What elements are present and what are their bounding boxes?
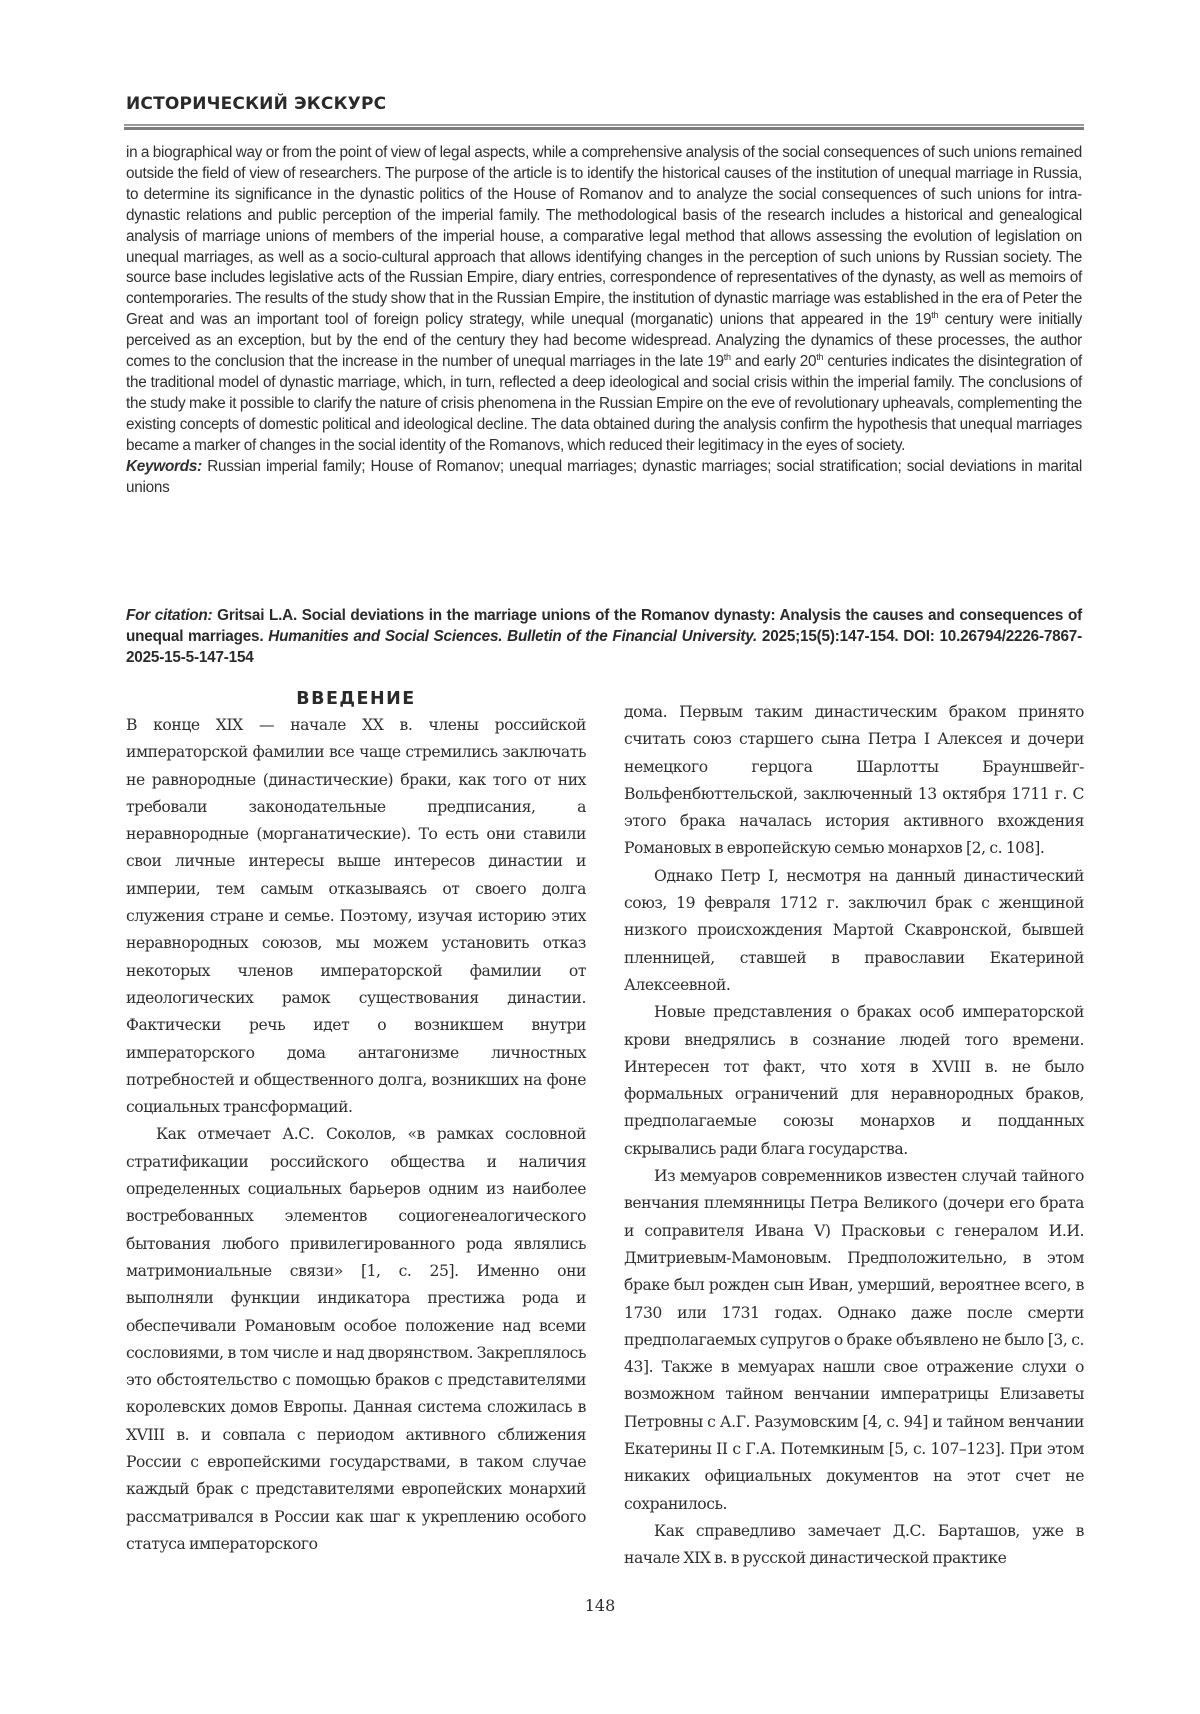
body-paragraph: Как справедливо замечает Д.С. Барташов, уже в начале XIX в. в русской династической практике: [624, 1521, 1084, 1568]
body-paragraph: Однако Петр I, несмотря на данный династический союз, 19 февраля 1712 г. заключил брак с женщиной низкого происхождения Мартой Скавронской, бывшей пленницей, ставшей в православии Екатериной Алексеевной.: [624, 866, 1084, 994]
superscript-th: th: [931, 310, 939, 321]
page-number: 148: [584, 1596, 616, 1615]
citation-doi: 2025;15(5):147-154. DOI: 10.26794/2226-7867-2025-15-5-147-154: [126, 627, 1082, 666]
keywords-list: Russian imperial family; House of Romanov; unequal marriages; dynastic marriages; social stratification; social deviations in marital unions: [126, 457, 1082, 496]
body-paragraph: дома. Первым таким династическим браком принято считать союз старшего сына Петра I Алексея и дочери немецкого герцога Шарлотты Брауншвейг-Вольфенбюттельской, заключенный 13 октября 1711 г. С этого брака началась история активного вхождения Романовых в европейскую семью монархов [2, с. 108].: [624, 703, 1084, 858]
abstract-text: [126, 143, 1082, 457]
abstract-segment: and early 20: [730, 353, 817, 371]
keywords-label: Keywords:: [126, 457, 202, 475]
abstract-segment: centuries indicates the disintegration of the traditional model of dynastic marriage, which, in turn, reflected a deep ideological and social crisis within the imperial family. The conclusions of the study make it possible to clarify the nature of crisis phenomena in the Russian Empire on the eve of revolutionary upheavals, complementing the existing concepts of domestic political and ideological decline. The data obtained during the analysis confirm the hypothesis that unequal marriages became a marker of changes in the social identity of the Romanovs, which reduced their legitimacy in the eyes of society.: [126, 353, 1082, 454]
body-paragraph: Новые представления о браках особ императорской крови внедрялись в сознание людей того времени. Интересен тот факт, что хотя в XVIII в. не было формальных ограничений для неравнородных браков, предполагаемые союзы монархов и подданных скрывались ради блага государства.: [624, 1003, 1084, 1158]
body-column-left: [126, 686, 586, 1558]
abstract-segment: in a biographical way or from the point of view of legal aspects, while a comprehensive analysis of the social consequences of such unions remained outside the field of view of researchers. The purpose of the article is to identify the historical causes of the institution of unequal marriage in Russia, to determine its significance in the dynastic politics of the House of Romanov and to analyze the social consequences of such unions for intra-dynastic relations and public perception of the imperial family. The methodological basis of the research includes a historical and genealogical analysis of marriage unions of members of the imperial house, a comparative legal method that allows assessing the evolution of legislation on unequal marriages, as well as a socio-cultural approach that allows identifying changes in the perception of such unions by Russian society. The source base includes legislative acts of the Russian Empire, diary entries, correspondence of representatives of the dynasty, as well as memoirs of contemporaries. The results of the study show that in the Russian Empire, the institution of dynastic marriage was established in the era of Peter the Great and was an important tool of foreign policy strategy, while unequal (morganatic) unions that appeared in the 19: [126, 144, 1082, 329]
abstract: [126, 143, 1082, 498]
body-column-right: [624, 699, 1084, 1573]
body-paragraph: Как отмечает А.С. Соколов, «в рамках сословной стратификации российского общества и наличия определенных социальных барьеров одним из наиболее востребованных элементов социогенеалогического бытования любого привилегированного рода являлись матримониальные связи» [1, с. 25]. Именно они выполняли функции индикатора престижа рода и обеспечивали Романовым особое положение над всеми сословиями, в том числе и над дворянством. Закреплялось это обстоятельство с помощью браков с представителями королевских домов Европы. Данная система сложилась в XVIII в. и совпала с периодом активного сближения России с европейскими государствами, в таком случае каждый брак с представителями европейских монархий рассматривался в России как шаг к укреплению особого статуса императорского: [126, 1125, 586, 1553]
body-paragraph: Из мемуаров современников известен случай тайного венчания племянницы Петра Великого (дочери его брата и соправителя Ивана V) Прасковьи с генералом И.И. Дмитриевым-Мамоновым. Предположительно, в этом браке был рожден сын Иван, умерший, вероятнее всего, в 1730 или 1731 годах. Однако даже после смерти предполагаемых супругов о браке объявлено не было [3, с. 43]. Также в мемуарах нашли свое отражение слухи о возможном тайном венчании императрицы Елизаветы Петровны с А.Г. Разумовским [4, с. 94] и тайном венчании Екатерины II с Г.А. Потемкиным [5, с. 107–123]. При этом никаких официальных документов на этот счет не сохранилось.: [624, 1167, 1084, 1513]
running-title: ИСТОРИЧЕСКИЙ ЭКСКУРС: [126, 94, 387, 114]
superscript-th: th: [816, 351, 824, 362]
header-rule-thick: [124, 127, 1084, 130]
section-title: ВВЕДЕНИЕ: [296, 689, 416, 709]
body-paragraph: В конце XIX — начале XX в. члены российской императорской фамилии все чаще стремились заключать не равнородные (династические) браки, как того от них требовали законодательные предписания, а неравнородные (морганатические). То есть они ставили свои личные интересы выше интересов династии и империи, тем самым отказываясь от своего долга служения стране и семье. Поэтому, изучая историю этих неравнородных союзов, мы можем установить отказ некоторых членов императорской фамилии от идеологических рамок существования династии. Фактически речь идет о возникшем внутри императорского дома антагонизме личностных потребностей и общественного долга, возникших на фоне социальных трансформаций.: [126, 716, 586, 1117]
citation-text: Gritsai L.A. Social deviations in the marriage unions of the Romanov dynasty: Analysis the causes and consequences of unequal marriages.: [126, 607, 1082, 645]
keywords: [126, 457, 1082, 499]
abstract-segment: century were initially perceived as an exception, but by the end of the century they had become widespread. Analyzing the dynamics of these processes, the author comes to the conclusion that the increase in the number of unequal marriages in the late 19: [126, 311, 1082, 371]
citation-block: [126, 606, 1082, 669]
superscript-th: th: [723, 351, 731, 362]
citation-label: For citation:: [126, 607, 213, 624]
citation-journal: Humanities and Social Sciences. Bulletin of the Financial University.: [268, 627, 758, 645]
header-rule-thin: [124, 124, 1084, 126]
